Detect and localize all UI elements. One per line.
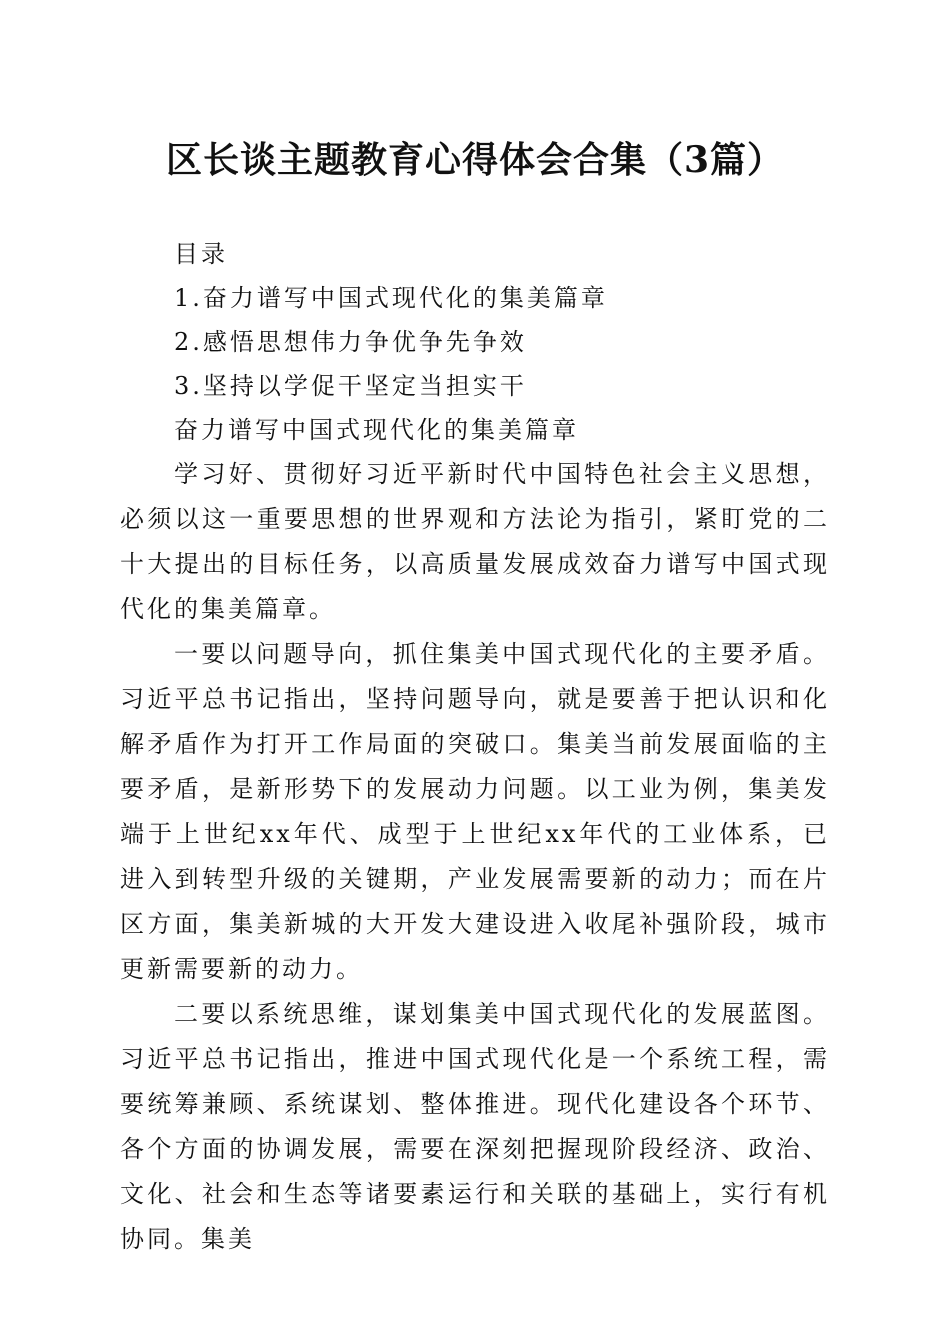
table-of-contents <box>174 232 874 452</box>
body-paragraph: 一要以问题导向，抓住集美中国式现代化的主要矛盾。习近平总书记指出，坚持问题导向，就是要善于把认识和化解矛盾作为打开工作局面的突破口。集美当前发展面临的主要矛盾，是新形势下的发展动力问题。以工业为例，集美发端于上世纪xx年代、成型于上世纪xx年代的工业体系，已进入到转型升级的关键期，产业发展需要新的动力；而在片区方面，集美新城的大开发大建设进入收尾补强阶段，城市更新需要新的动力。 <box>120 640 830 983</box>
document-body <box>120 452 830 1262</box>
toc-item: 1.奋力谱写中国式现代化的集美篇章 <box>174 284 608 312</box>
body-paragraph: 二要以系统思维，谋划集美中国式现代化的发展蓝图。习近平总书记指出，推进中国式现代化是一个系统工程，需要统筹兼顾、系统谋划、整体推进。现代化建设各个环节、各个方面的协调发展，需要在深刻把握现阶段经济、政治、文化、社会和生态等诸要素运行和关联的基础上，实行有机协同。集美 <box>120 1000 830 1253</box>
toc-heading: 目录 <box>174 240 228 268</box>
body-paragraph: 学习好、贯彻好习近平新时代中国特色社会主义思想，必须以这一重要思想的世界观和方法论为指引，紧盯党的二十大提出的目标任务，以高质量发展成效奋力谱写中国式现代化的集美篇章。 <box>120 460 830 623</box>
toc-item: 3.坚持以学促干坚定当担实干 <box>174 372 527 400</box>
toc-item: 2.感悟思想伟力争优争先争效 <box>174 328 527 356</box>
document-title: 区长谈主题教育心得体会合集（3篇） <box>165 139 785 181</box>
section-title: 奋力谱写中国式现代化的集美篇章 <box>174 416 579 444</box>
